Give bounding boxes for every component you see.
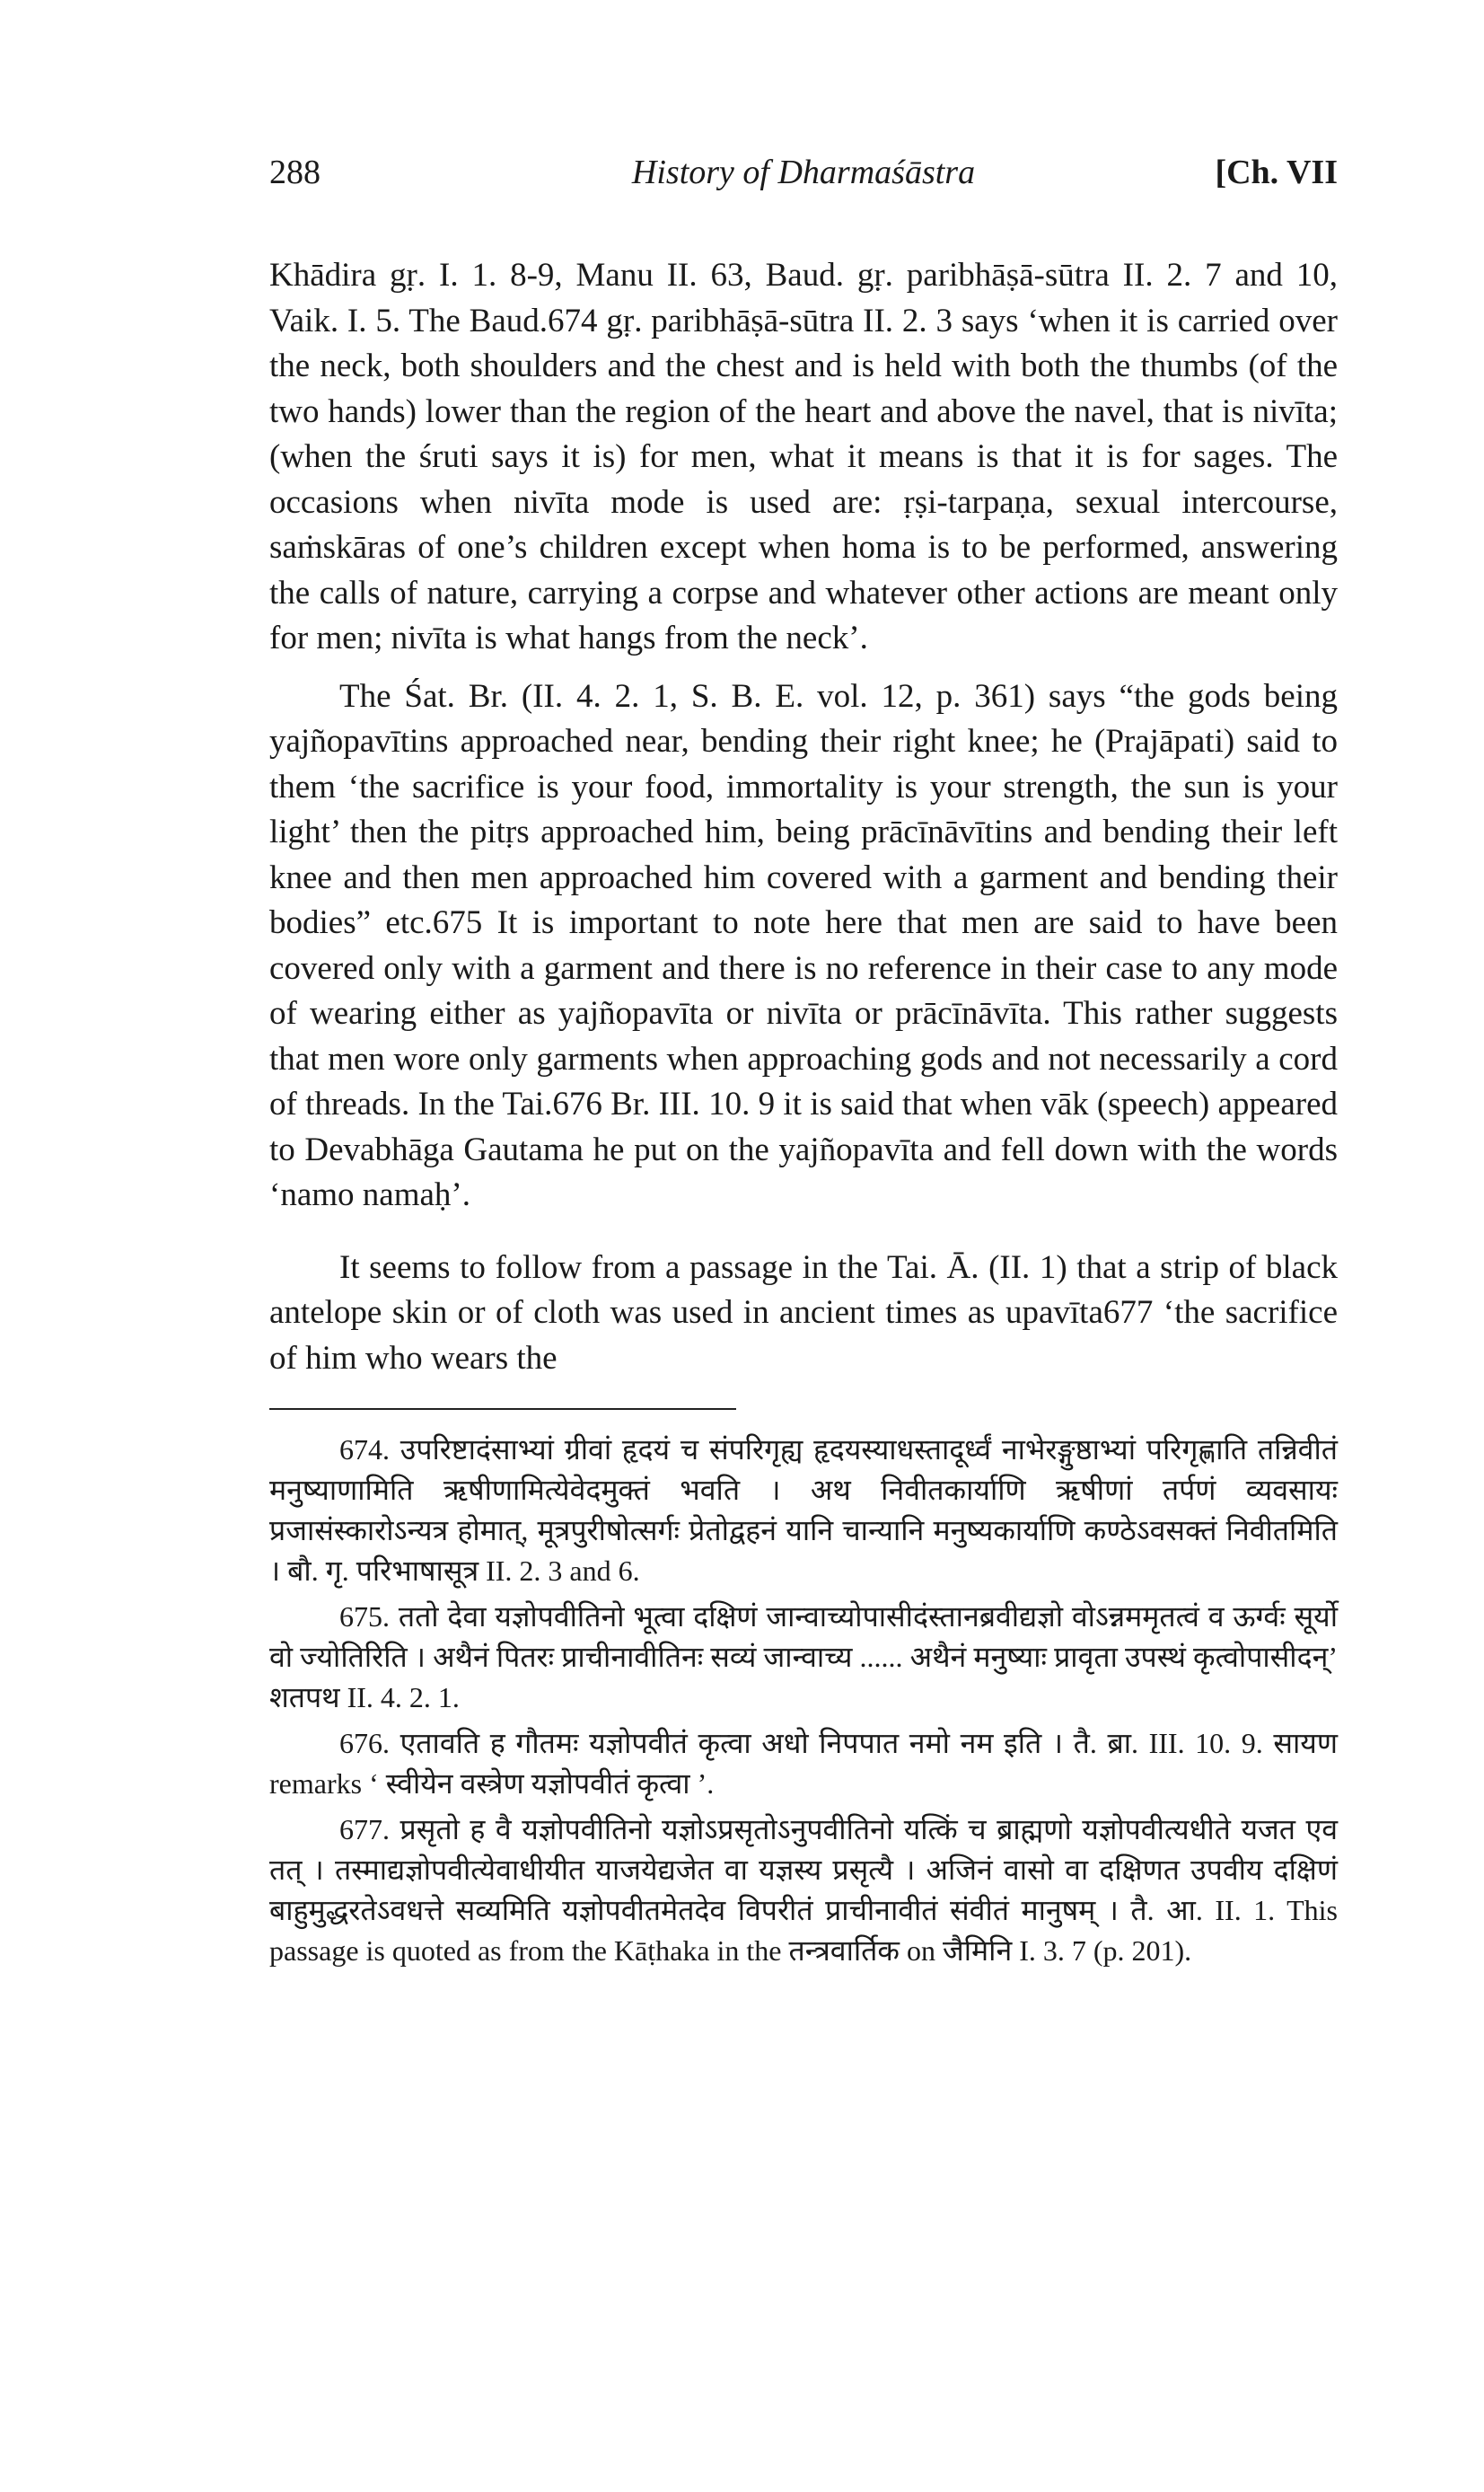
running-header: [269, 153, 1338, 207]
footnote: 676. एतावति ह गौतमः यज्ञोपवीतं कृत्वा अधो निपपात नमो नम इति । तै. ब्रा. III. 10. 9. सायण remarks ‘ स्वीयेन वस्त्रेण यज्ञोपवीतं कृत्वा ’.: [269, 1727, 1338, 1800]
paragraph: Khādira gṛ. I. 1. 8-9, Manu II. 63, Baud. gṛ. paribhāṣā-sūtra II. 2. 7 and 10, Vaik. I. 5. The Baud.674 gṛ. paribhāṣā-sūtra II. 2. 3 says ‘when it is carried over the neck, both shoulders and the chest and is held with both the thumbs (of the two hands) lower than the region of the heart and above the navel, that is nivīta; (when the śruti says it is) for men, what it means is that it is for sages. The occasions when nivīta mode is used are: ṛṣi-tarpaṇa, sexual intercourse, saṁskāras of one’s children except when homa is to be performed, answering the calls of nature, carrying a corpse and whatever other actions are meant only for men; nivīta is what hangs from the neck’.: [269, 257, 1338, 656]
chapter-label: [Ch. VII: [1215, 154, 1338, 191]
main-text: [269, 253, 1338, 1381]
footnote-divider: [269, 1408, 736, 1410]
footnote: 675. ततो देवा यज्ञोपवीतिनो भूत्वा दक्षिणं जान्वाच्योपासीदंस्तानब्रवीद्यज्ञो वोऽन्नममृतत्वं व ऊर्ग्वः सूर्यो वो ज्योतिरिति । अथैनं पितरः प्राचीनावीतिनः सव्यं जान्वाच्य ...... अथैनं मनुष्याः प्रावृता उपस्थं कृत्वोपासीदन्’ शतपथ II. 4. 2. 1.: [269, 1600, 1338, 1713]
running-title: History of Dharmaśāstra: [631, 154, 976, 191]
footnote: 674. उपरिष्टादंसाभ्यां ग्रीवां हृदयं च संपरिगृह्य हृदयस्याधस्तादूर्ध्वं नाभेरङ्गुष्ठाभ्यां परिगृह्णाति तन्निवीतं मनुष्याणामिति ऋषीणामित्येवेदमुक्तं भवति । अथ निवीतकार्याणि ऋषीणां तर्पणं व्यवसायः प्रजासंस्कारोऽन्यत्र होमात्, मूत्रपुरीषोत्सर्गः प्रेतोद्वहनं यानि चान्यानि मनुष्यकार्याणि कण्ठेऽवसक्तं निवीतमिति । बौ. गृ. परिभाषासूत्र II. 2. 3 and 6.: [269, 1433, 1338, 1587]
page-number: 288: [269, 154, 321, 191]
page: [269, 153, 1338, 1977]
paragraph: It seems to follow from a passage in the Tai. Ā. (II. 1) that a strip of black antelope skin or of cloth was used in ancient times as upavīta677 ‘the sacrifice of him who wears the: [269, 1248, 1338, 1377]
footnotes: [269, 1430, 1338, 1971]
footnote: 677. प्रसृतो ह वै यज्ञोपवीतिनो यज्ञोऽप्रसृतोऽनुपवीतिनो यत्किं च ब्राह्मणो यज्ञोपवीत्यधीते यजत एव तत् । तस्माद्यज्ञोपवीत्येवाधीयीत याजयेद्यजेत वा यज्ञस्य प्रसृत्यै । अजिनं वासो वा दक्षिणत उपवीय दक्षिणं बाहुमुद्धरतेऽवधत्ते सव्यमिति यज्ञोपवीतमेतदेव विपरीतं प्राचीनावीतं संवीतं मानुषम् । तै. आ. II. 1. This passage is quoted as from the Kāṭhaka in the तन्त्रवार्तिक on जैमिनि I. 3. 7 (p. 201).: [269, 1813, 1338, 1967]
paragraph: The Śat. Br. (II. 4. 2. 1, S. B. E. vol. 12, p. 361) says “the gods being yajñopavītins approached near, bending their right knee; he (Prajāpati) said to them ‘the sacrifice is your food, immortality is your strength, the sun is your light’ then the pitṛs approached him, being prācīnāvītins and bending their left knee and then men approached him covered with a garment and bending their bodies” etc.675 It is important to note here that men are said to have been covered only with a garment and there is no reference in their case to any mode of wearing either as yajñopavīta or nivīta or prācīnāvīta. This rather suggests that men wore only garments when approaching gods and not necessarily a cord of threads. In the Tai.676 Br. III. 10. 9 it is said that when vāk (speech) appeared to Devabhāga Gautama he put on the yajñopavīta and fell down with the words ‘namo namaḥ’.: [269, 677, 1338, 1213]
